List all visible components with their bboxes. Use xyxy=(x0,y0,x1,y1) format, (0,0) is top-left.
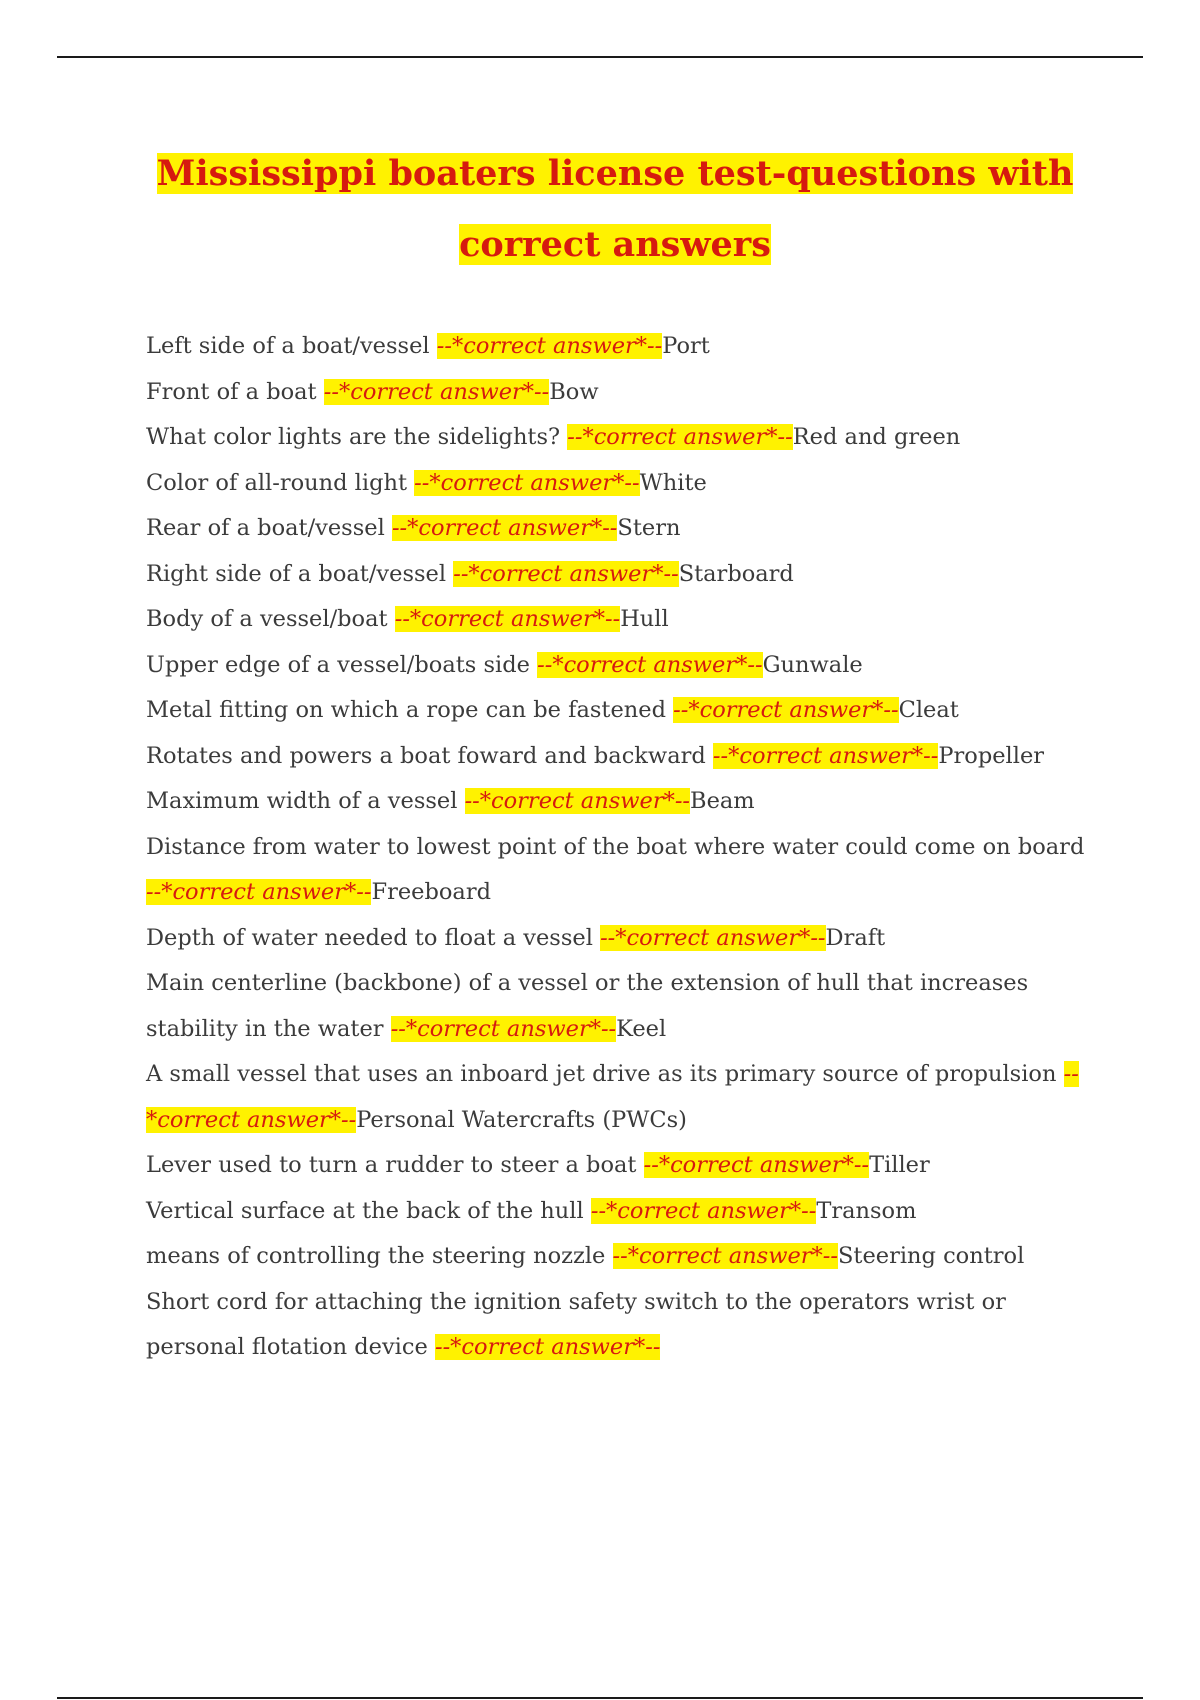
qa-item xyxy=(146,461,1086,507)
question-text: Short cord for attaching the ignition safety switch to the operators wrist or personal flotation device xyxy=(146,1288,1006,1360)
question-text: Left side of a boat/vessel xyxy=(146,333,430,359)
answer-text: Port xyxy=(662,333,710,359)
correct-answer-marker: --*correct answer*-- xyxy=(391,515,618,541)
correct-answer-marker: --*correct answer*-- xyxy=(414,469,640,496)
answer-text: Draft xyxy=(825,924,886,951)
answer-text: Propeller xyxy=(938,742,1045,769)
question-text: means of controlling the steering nozzle xyxy=(146,1243,606,1269)
correct-answer-marker: --*correct answer*-- xyxy=(390,1015,617,1042)
qa-item xyxy=(146,506,1086,552)
question-text: Depth of water needed to float a vessel xyxy=(146,924,593,951)
question-text: Body of a vessel/boat xyxy=(146,606,388,632)
qa-item xyxy=(146,825,1086,916)
answer-text: Steering control xyxy=(838,1243,1025,1269)
qa-item xyxy=(146,688,1086,734)
qa-item xyxy=(146,961,1086,1052)
qa-item xyxy=(146,643,1086,689)
question-text: What color lights are the sidelights? xyxy=(146,424,561,450)
question-text: Main centerline (backbone) of a vessel or the extension of hull that increases stability in the water xyxy=(146,970,1029,1042)
answer-text: Transom xyxy=(816,1197,917,1224)
correct-answer-marker: --*correct answer*-- xyxy=(436,333,663,359)
answer-text: Bow xyxy=(549,378,599,405)
title-line-1: Mississippi boaters license test-questions with xyxy=(156,153,1074,194)
qa-item xyxy=(146,324,1086,370)
answer-text: Starboard xyxy=(678,560,794,587)
correct-answer-marker: --*correct answer*-- xyxy=(394,606,621,632)
qa-item xyxy=(146,1052,1086,1143)
answer-text: Stern xyxy=(617,515,681,541)
question-text: Rear of a boat/vessel xyxy=(146,515,385,541)
question-text: Metal fitting on which a rope can be fastened xyxy=(146,697,666,723)
qa-item xyxy=(146,916,1086,962)
correct-answer-marker: --*correct answer*-- xyxy=(712,742,939,769)
correct-answer-marker: --*correct answer*-- xyxy=(612,1243,838,1269)
qa-item xyxy=(146,370,1086,416)
correct-answer-marker: --*correct answer*-- xyxy=(590,1197,817,1224)
correct-answer-marker: --*correct answer*-- xyxy=(146,1061,1079,1133)
bottom-rule xyxy=(57,1697,1143,1699)
question-text: A small vessel that uses an inboard jet drive as its primary source of propulsion xyxy=(146,1061,1057,1087)
answer-text: Cleat xyxy=(898,697,959,723)
correct-answer-marker: --*correct answer*-- xyxy=(673,697,899,723)
correct-answer-marker: --*correct answer*-- xyxy=(643,1152,870,1178)
correct-answer-marker: --*correct answer*-- xyxy=(600,924,826,951)
question-text: Color of all-round light xyxy=(146,469,408,496)
qa-item xyxy=(146,779,1086,825)
correct-answer-marker: --*correct answer*-- xyxy=(146,879,372,905)
page-title xyxy=(120,138,1110,280)
question-text: Distance from water to lowest point of the boat where water could come on board xyxy=(146,833,1085,860)
answer-text: Personal Watercrafts (PWCs) xyxy=(356,1106,687,1133)
qa-item xyxy=(146,552,1086,598)
answer-text: Tiller xyxy=(869,1152,930,1178)
answer-text: Red and green xyxy=(792,424,961,450)
answer-text: Gunwale xyxy=(762,651,863,678)
answer-text: Hull xyxy=(620,606,669,632)
correct-answer-marker: --*correct answer*-- xyxy=(434,1334,661,1360)
qa-item xyxy=(146,734,1086,780)
question-text: Front of a boat xyxy=(146,378,317,405)
qa-item xyxy=(146,415,1086,461)
top-rule xyxy=(57,56,1143,58)
answer-text: White xyxy=(639,469,707,496)
qa-item xyxy=(146,597,1086,643)
answer-text: Freeboard xyxy=(371,879,491,905)
title-line-2: correct answers xyxy=(459,224,771,265)
qa-item xyxy=(146,1280,1086,1371)
question-text: Upper edge of a vessel/boats side xyxy=(146,651,530,678)
question-text: Lever used to turn a rudder to steer a boat xyxy=(146,1152,637,1178)
correct-answer-marker: --*correct answer*-- xyxy=(453,560,679,587)
question-text: Right side of a boat/vessel xyxy=(146,560,447,587)
answer-text: Beam xyxy=(690,788,755,814)
qa-item xyxy=(146,1189,1086,1235)
question-text: Rotates and powers a boat foward and backward xyxy=(146,742,706,769)
question-text: Maximum width of a vessel xyxy=(146,788,458,814)
correct-answer-marker: --*correct answer*-- xyxy=(567,424,793,450)
correct-answer-marker: --*correct answer*-- xyxy=(464,788,691,814)
qa-item xyxy=(146,1143,1086,1189)
qa-list xyxy=(146,324,1086,1371)
correct-answer-marker: --*correct answer*-- xyxy=(323,378,550,405)
question-text: Vertical surface at the back of the hull xyxy=(146,1197,584,1224)
qa-item xyxy=(146,1234,1086,1280)
answer-text: Keel xyxy=(616,1015,667,1042)
correct-answer-marker: --*correct answer*-- xyxy=(537,651,763,678)
